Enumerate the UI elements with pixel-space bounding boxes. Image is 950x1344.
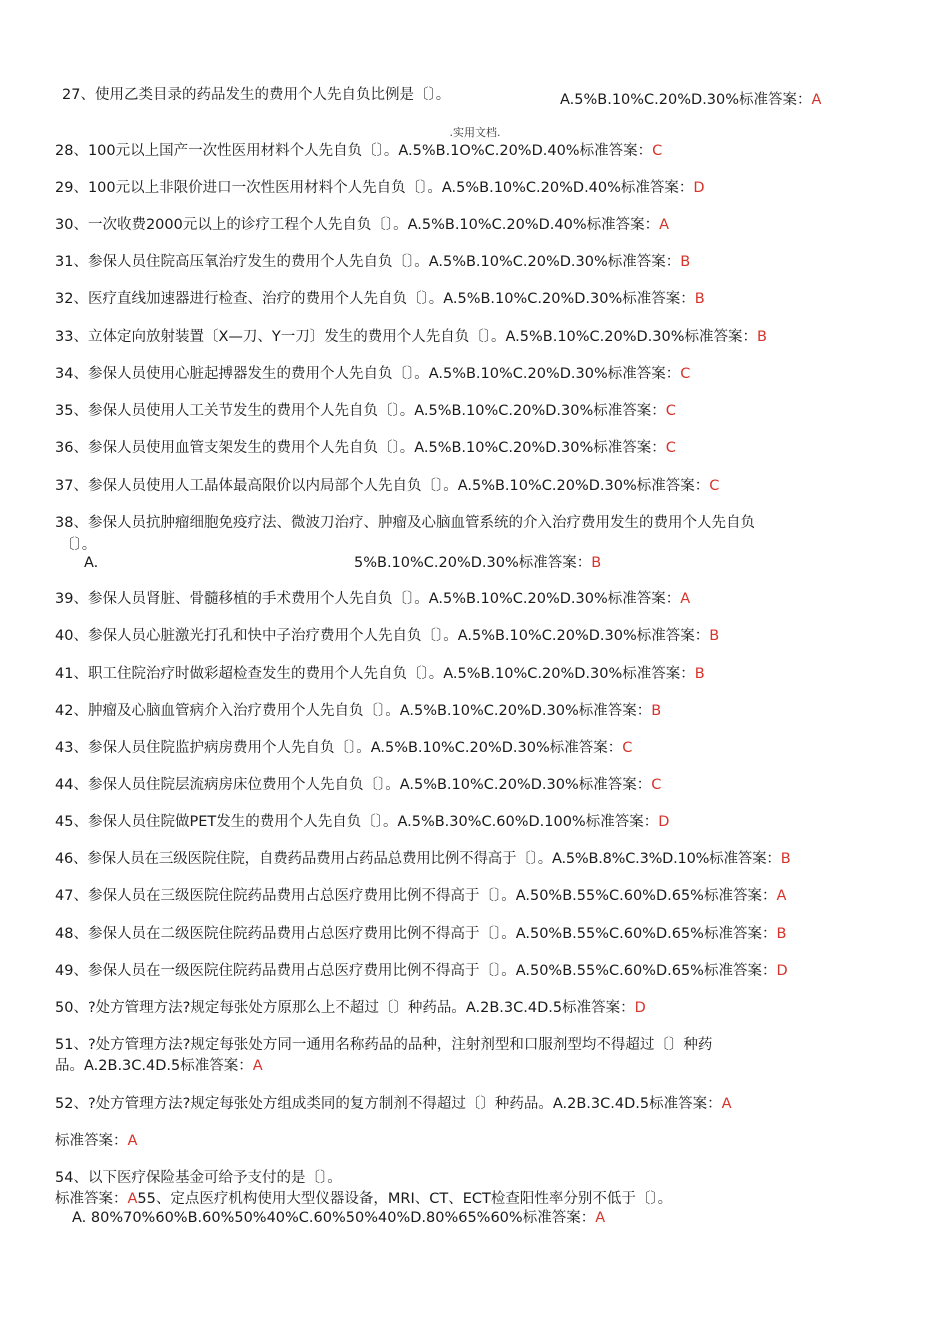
answer-letter: C — [709, 478, 720, 494]
answer-letter: A — [680, 591, 691, 607]
question-41 — [55, 664, 705, 684]
question-text: 28、100元以上国产一次性医用材料个人先自负〔〕。A.5%B.1O%C.20%D.40%标准答案： — [55, 143, 653, 159]
answer-letter: D — [634, 1000, 646, 1016]
answer-letter: A — [776, 888, 787, 904]
question-text: 42、肿瘤及心脑血管病介入治疗费用个人先自负〔〕。A.5%B.10%C.20%D.30%标准答案： — [55, 703, 652, 719]
question-text: 40、参保人员心脏激光打孔和快中子治疗费用个人先自负〔〕。A.5%B.10%C.20%D.30%标准答案： — [55, 628, 710, 644]
question-27 — [62, 85, 450, 105]
question-36 — [55, 438, 676, 458]
question-text: 27、使用乙类目录的药品发生的费用个人先自负比例是〔〕。 — [62, 87, 451, 103]
answer-letter: D — [658, 814, 670, 830]
answer-label: 标准答案： — [55, 1133, 128, 1149]
question-text: 39、参保人员肾脏、骨髓移植的手术费用个人先自负〔〕。A.5%B.10%C.20%D.30%标准答案： — [55, 591, 681, 607]
question-38 — [55, 513, 755, 533]
question-48 — [55, 924, 786, 944]
answer-letter: C — [651, 777, 662, 793]
answer-letter: B — [651, 703, 662, 719]
question-text: 37、参保人员使用人工晶体最高限价以内局部个人先自负〔〕。A.5%B.10%C.20%D.30%标准答案： — [55, 478, 710, 494]
answer-letter: B — [591, 555, 602, 571]
question-text: 31、参保人员住院高压氧治疗发生的费用个人先自负〔〕。A.5%B.10%C.20%D.30%标准答案： — [55, 254, 681, 270]
question-35 — [55, 401, 676, 421]
question-29 — [55, 178, 705, 198]
question-text: 44、参保人员住院层流病房床位费用个人先自负〔〕。A.5%B.10%C.20%D.30%标准答案： — [55, 777, 652, 793]
answer-label: 标准答案： — [55, 1191, 128, 1207]
question-text: 47、参保人员在三级医院住院药品费用占总医疗费用比例不得高于〔〕。A.50%B.55%C.60%D.65%标准答案： — [55, 888, 777, 904]
question-text: 43、参保人员住院监护病房费用个人先自负〔〕。A.5%B.10%C.20%D.30%标准答案： — [55, 740, 623, 756]
options-text: 5%B.10%C.20%D.30%标准答案： — [354, 555, 592, 571]
answer-letter: B — [694, 666, 705, 682]
question-text: 49、参保人员在一级医院住院药品费用占总医疗费用比例不得高于〔〕。A.50%B.55%C.60%D.65%标准答案： — [55, 963, 777, 979]
question-text: 50、?处方管理方法?规定每张处方原那么上不超过〔〕种药品。A.2B.3C.4D.5标准答案： — [55, 1000, 635, 1016]
question-47 — [55, 886, 786, 906]
question-53-answer — [55, 1131, 137, 1151]
question-50 — [55, 998, 646, 1018]
question-33 — [55, 327, 767, 347]
question-text: 35、参保人员使用人工关节发生的费用个人先自负〔〕。A.5%B.10%C.20%D.30%标准答案： — [55, 403, 666, 419]
question-text: 51、?处方管理方法?规定每张处方同一通用名称药品的品种，注射剂型和口服剂型均不得超过〔〕种药 — [55, 1037, 713, 1053]
answer-letter: D — [776, 963, 788, 979]
answer-letter: A — [127, 1133, 138, 1149]
options-text: A.5%B.10%C.20%D.30%标准答案： — [560, 92, 812, 106]
question-49 — [55, 961, 788, 981]
question-text: 41、职工住院治疗时做彩超检查发生的费用个人先自负〔〕。A.5%B.10%C.20%D.30%标准答案： — [55, 666, 695, 682]
question-text: 52、?处方管理方法?规定每张处方组成类同的复方制剂不得超过〔〕种药品。A.2B.3C.4D.5标准答案： — [55, 1096, 722, 1112]
answer-letter: C — [652, 143, 663, 159]
page-header: .实用文档. — [449, 126, 501, 139]
question-44 — [55, 775, 661, 795]
question-45 — [55, 812, 669, 832]
answer-letter: A — [811, 92, 822, 106]
option-a-label: A. — [84, 555, 99, 571]
question-text: 48、参保人员在二级医院住院药品费用占总医疗费用比例不得高于〔〕。A.50%B.55%C.60%D.65%标准答案： — [55, 926, 777, 942]
answer-letter: B — [709, 628, 720, 644]
question-32 — [55, 289, 705, 309]
answer-letter: C — [665, 403, 676, 419]
question-text: 45、参保人员住院做PET发生的费用个人先自负〔〕。A.5%B.30%C.60%D.100%标准答案： — [55, 814, 659, 830]
question-30 — [55, 215, 669, 235]
question-text: 54、以下医疗保险基金可给予支付的是〔〕。 — [55, 1170, 342, 1186]
question-37 — [55, 476, 719, 496]
question-46 — [55, 849, 790, 869]
question-42 — [55, 701, 661, 721]
question-38-cont — [60, 535, 96, 555]
answer-letter: C — [665, 440, 676, 456]
question-text: 34、参保人员使用心脏起搏器发生的费用个人先自负〔〕。A.5%B.10%C.20%D.30%标准答案： — [55, 366, 681, 382]
question-54 — [55, 1168, 342, 1188]
question-51-cont — [55, 1056, 263, 1076]
question-52 — [55, 1094, 732, 1114]
answer-letter: B — [757, 329, 767, 345]
answer-letter: D — [693, 180, 705, 196]
question-text: 33、立体定向放射装置〔X—刀、Y一刀〕发生的费用个人先自负〔〕。A.5%B.10%C.20%D.30%标准答案： — [55, 329, 758, 345]
options-text: A. 80%70%60%B.60%50%40%C.60%50%40%D.80%65%60%标准答案： — [72, 1210, 596, 1226]
answer-letter: B — [776, 926, 787, 942]
question-55-text: 55、定点医疗机构使用大型仪器设备，MRI、CT、ECT检查阳性率分别不低于〔〕。 — [137, 1191, 673, 1207]
answer-letter: B — [680, 254, 691, 270]
answer-letter: C — [622, 740, 633, 756]
question-text: 38、参保人员抗肿瘤细胞免疫疗法、微波刀治疗、肿瘤及心脑血管系统的介入治疗费用发生的费用个人先自负 — [55, 515, 755, 531]
question-28 — [55, 141, 662, 161]
question-39 — [55, 589, 690, 609]
question-text: 〔〕。 — [60, 537, 97, 553]
question-text: 29、100元以上非限价进口一次性医用材料个人先自负〔〕。A.5%B.10%C.20%D.40%标准答案： — [55, 180, 694, 196]
question-text: 32、医疗直线加速器进行检查、治疗的费用个人先自负〔〕。A.5%B.10%C.20%D.30%标准答案： — [55, 291, 695, 307]
answer-letter: A — [721, 1096, 732, 1112]
question-text: 品。A.2B.3C.4D.5标准答案： — [55, 1058, 253, 1074]
question-51 — [55, 1035, 712, 1055]
question-text: 30、一次收费2000元以上的诊疗工程个人先自负〔〕。A.5%B.10%C.20%D.40%标准答案： — [55, 217, 660, 233]
answer-letter: A — [127, 1191, 138, 1207]
answer-letter: A — [252, 1058, 263, 1074]
question-54-cont — [55, 1189, 672, 1209]
answer-letter: A — [659, 217, 670, 233]
question-43 — [55, 738, 632, 758]
question-text: 36、参保人员使用血管支架发生的费用个人先自负〔〕。A.5%B.10%C.20%D.30%标准答案： — [55, 440, 666, 456]
question-text: 46、参保人员在三级医院住院，自费药品费用占药品总费用比例不得高于〔〕。A.5%B.8%C.3%D.10%标准答案： — [55, 851, 781, 867]
question-38-options — [354, 553, 601, 573]
answer-letter: B — [694, 291, 705, 307]
question-34 — [55, 364, 690, 384]
answer-letter: B — [780, 851, 791, 867]
question-31 — [55, 252, 690, 272]
question-40 — [55, 626, 719, 646]
question-55-options — [72, 1208, 605, 1228]
answer-letter: A — [595, 1210, 606, 1226]
question-27-options — [560, 90, 821, 106]
answer-letter: C — [680, 366, 691, 382]
question-38-option-a — [84, 553, 98, 573]
